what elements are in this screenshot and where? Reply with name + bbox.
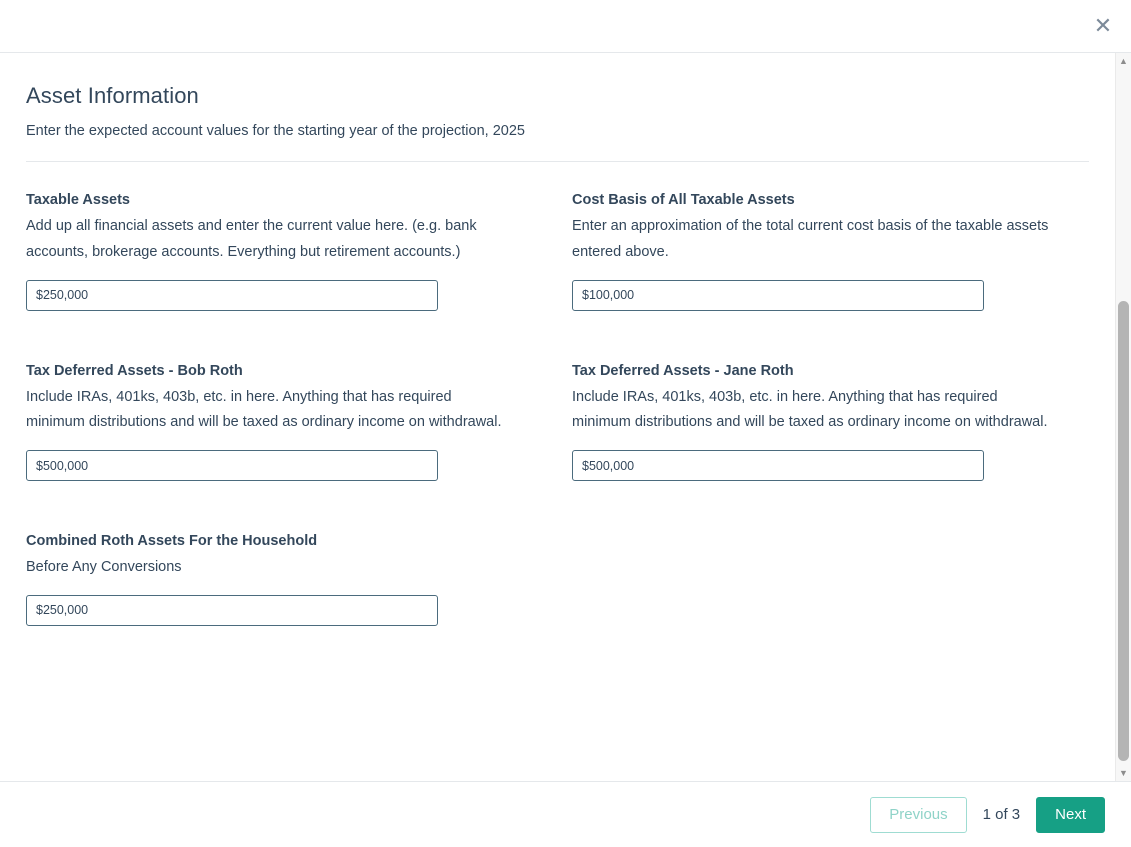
field-help-text: Include IRAs, 401ks, 403b, etc. in here. Anything that has required minimum distributions and will be taxed as ordinary income on withdrawal. xyxy=(572,388,1048,431)
taxable-assets-input[interactable] xyxy=(26,280,438,311)
field-label: Cost Basis of All Taxable Assets xyxy=(572,192,795,208)
next-button[interactable]: Next xyxy=(1036,797,1105,833)
field-taxable-assets xyxy=(26,192,526,311)
modal-footer xyxy=(0,781,1131,847)
scroll-up-icon[interactable]: ▲ xyxy=(1119,56,1128,66)
field-help-text: Add up all financial assets and enter the current value here. (e.g. bank accounts, brokerage accounts. Everything but retirement accounts.) xyxy=(26,218,477,260)
field-help-text: Include IRAs, 401ks, 403b, etc. in here. Anything that has required minimum distributions and will be taxed as ordinary income on withdrawal. xyxy=(26,388,502,431)
field-help-text: Enter an approximation of the total current cost basis of the taxable assets entered above. xyxy=(572,218,1049,260)
scrollbar-thumb[interactable] xyxy=(1118,301,1129,761)
empty-cell xyxy=(572,533,1089,626)
field-tax-deferred-bob xyxy=(26,363,526,482)
close-icon[interactable]: ✕ xyxy=(1087,10,1119,42)
tax-deferred-jane-input[interactable] xyxy=(572,450,984,481)
tax-deferred-bob-input[interactable] xyxy=(26,450,438,481)
modal-header xyxy=(0,0,1131,53)
field-label: Combined Roth Assets For the Household xyxy=(26,533,318,550)
scrollable-content xyxy=(0,53,1115,781)
page-indicator: 1 of 3 xyxy=(982,806,1021,823)
previous-button[interactable]: Previous xyxy=(870,797,966,833)
field-label: Taxable Assets xyxy=(26,192,130,208)
page-title: Asset Information xyxy=(26,83,199,108)
page-subtitle: Enter the expected account values for the starting year of the projection, 2025 xyxy=(26,123,525,139)
modal-body xyxy=(0,53,1131,781)
scroll-down-icon[interactable]: ▼ xyxy=(1119,768,1128,778)
divider xyxy=(26,161,1089,162)
field-label: Tax Deferred Assets - Jane Roth xyxy=(572,362,794,379)
field-label: Tax Deferred Assets - Bob Roth xyxy=(26,362,243,379)
field-combined-roth xyxy=(26,533,526,626)
field-help-text: Before Any Conversions xyxy=(26,559,182,576)
vertical-scrollbar[interactable] xyxy=(1115,53,1131,781)
field-cost-basis xyxy=(572,192,1072,311)
combined-roth-input[interactable] xyxy=(26,595,438,626)
cost-basis-input[interactable] xyxy=(572,280,984,311)
field-tax-deferred-jane xyxy=(572,363,1072,482)
fields-grid xyxy=(26,192,1089,626)
